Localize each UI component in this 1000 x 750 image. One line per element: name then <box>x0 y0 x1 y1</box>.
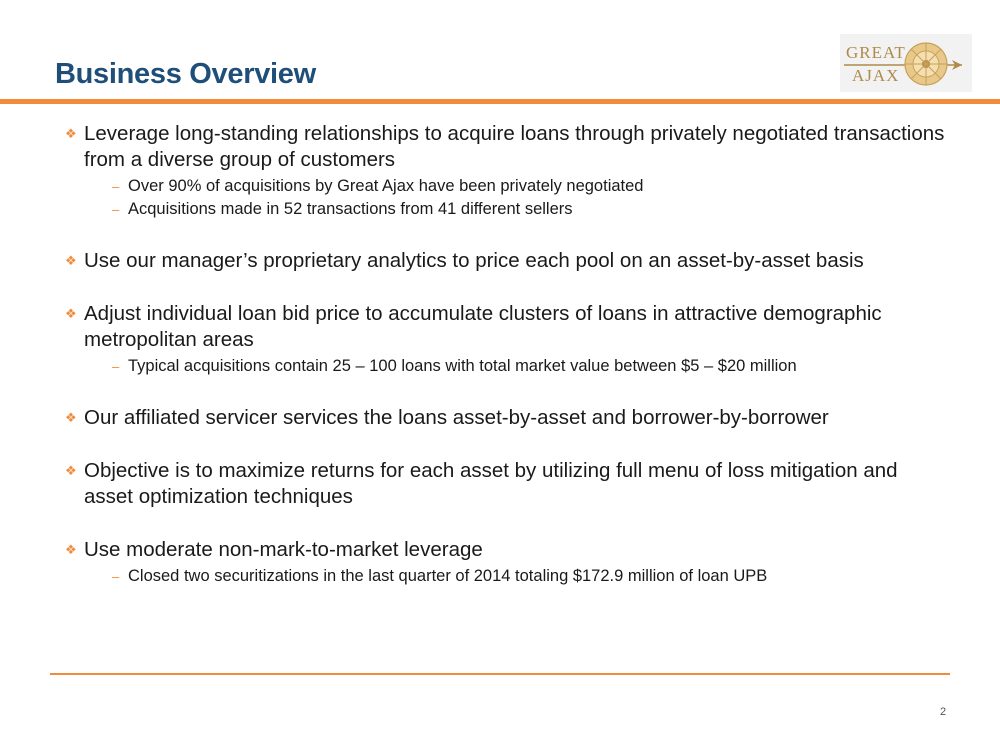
svg-text:AJAX: AJAX <box>852 66 900 85</box>
title-divider <box>0 99 1000 104</box>
diamond-bullet-icon: ❖ <box>65 126 77 141</box>
dash-bullet-icon: – <box>112 179 120 194</box>
bullet-item: ❖ Adjust individual loan bid price to accumulate clusters of loans in attractive demographic metropolitan areas – Typical acquisitions contain 25 – 100 loans with total market value between $5 – $20 million <box>65 301 945 378</box>
page-title: Business Overview <box>55 58 316 90</box>
diamond-bullet-icon: ❖ <box>65 410 77 425</box>
bullet-item: ❖ Use our manager’s proprietary analytics to price each pool on an asset-by-asset basis <box>65 249 864 272</box>
sub-bullet-item: – Closed two securitizations in the last quarter of 2014 totaling $172.9 million of loan UPB <box>84 565 945 588</box>
sub-bullet-item: – Over 90% of acquisitions by Great Ajax have been privately negotiated <box>84 175 945 198</box>
sub-bullet-item: – Typical acquisitions contain 25 – 100 loans with total market value between $5 – $20 million <box>84 355 945 378</box>
svg-text:GREAT: GREAT <box>846 43 906 62</box>
wheel-emblem-icon <box>905 43 947 85</box>
dash-bullet-icon: – <box>112 359 120 374</box>
bullet-item: ❖ Our affiliated servicer services the loans asset-by-asset and borrower-by-borrower <box>65 406 829 429</box>
diamond-bullet-icon: ❖ <box>65 463 77 478</box>
footer-divider <box>50 673 950 675</box>
page-number: 2 <box>940 706 947 718</box>
diamond-bullet-icon: ❖ <box>65 306 77 321</box>
bullet-list <box>65 121 945 588</box>
diamond-bullet-icon: ❖ <box>65 253 77 268</box>
diamond-bullet-icon: ❖ <box>65 542 77 557</box>
bullet-item: ❖ Objective is to maximize returns for each asset by utilizing full menu of loss mitigation and asset optimization techniques <box>65 459 898 508</box>
bullet-item: ❖ Leverage long-standing relationships to acquire loans through privately negotiated transactions from a diverse group of customers – Over 90% of acquisitions by Great Ajax have been privately negotiated – Acquisitions made in 52 transactions from 41 different sellers <box>65 121 945 221</box>
dash-bullet-icon: – <box>112 569 120 584</box>
company-logo <box>840 34 972 92</box>
bullet-item: ❖ Use moderate non-mark-to-market leverage – Closed two securitizations in the last quarter of 2014 totaling $172.9 million of loan UPB <box>65 537 945 588</box>
dash-bullet-icon: – <box>112 202 120 217</box>
sub-bullet-item: – Acquisitions made in 52 transactions from 41 different sellers <box>84 198 945 221</box>
